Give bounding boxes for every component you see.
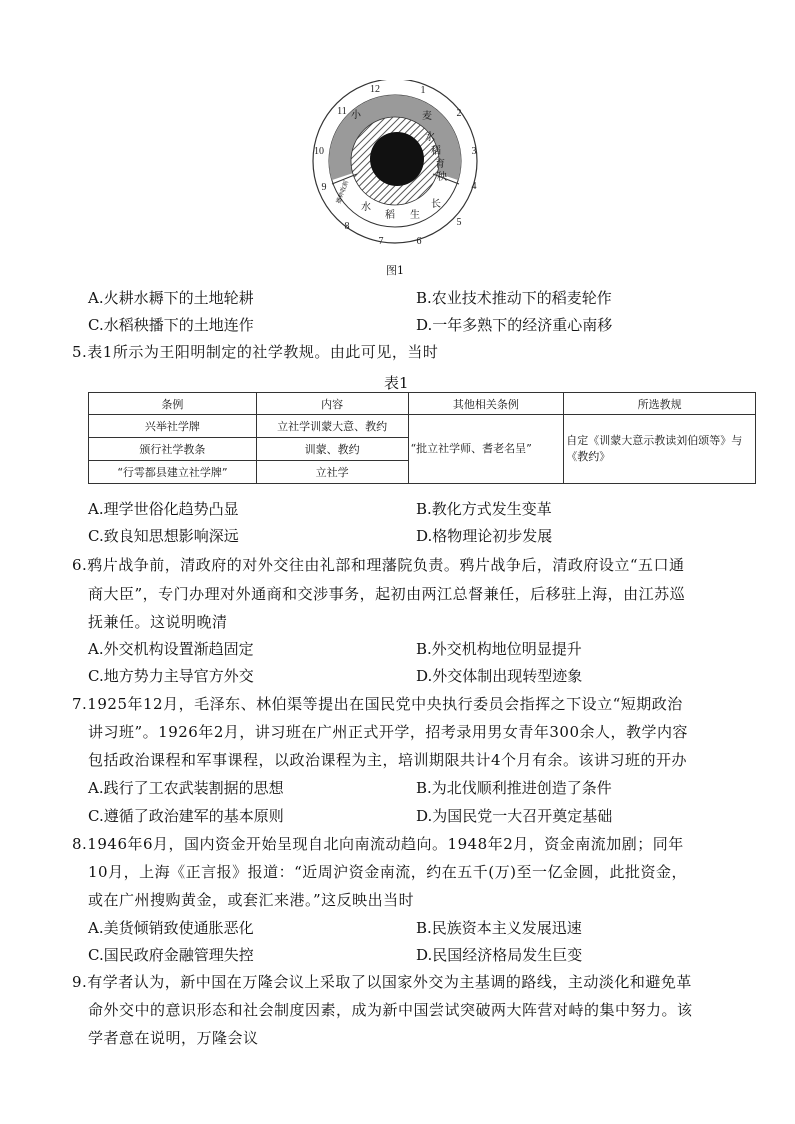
q6-option-d: D.外交体制出现转型迹象 <box>416 667 583 685</box>
hour-11: 11 <box>337 106 347 117</box>
table1 <box>88 392 756 484</box>
q9-line-2: 命外交中的意识形态和社会制度因素，成为新中国尝试突破两大阵营对峙的集中努力。该 <box>88 1001 693 1019</box>
table-cell: 颁行社学教条 <box>89 438 257 461</box>
label-yu: 育 <box>435 159 445 170</box>
label-left-vertical: 播种收割 <box>335 179 351 205</box>
q6-option-a: A.外交机构设置渐趋固定 <box>88 640 254 658</box>
hour-8: 8 <box>344 221 350 232</box>
hour-7: 7 <box>378 236 384 247</box>
q7-option-d: D.为国民党一大召开奠定基础 <box>416 807 613 825</box>
label-zhang: 长 <box>431 199 441 210</box>
q8-option-b: B.民族资本主义发展迅速 <box>416 919 582 937</box>
hour-1: 1 <box>420 85 426 96</box>
hour-4: 4 <box>471 181 477 192</box>
q5-option-d: D.格物理论初步发展 <box>416 527 553 545</box>
q4-option-d: D.一年多熟下的经济重心南移 <box>416 316 613 334</box>
q9-line-1: 9.有学者认为，新中国在万隆会议上采取了以国家外交为主基调的路线，主动淡化和避免革 <box>72 973 692 991</box>
table-cell-merged-rules: 自定《训蒙大意示教读刘伯颂等》与《教约》 <box>564 415 756 484</box>
table-cell: 立社学 <box>256 461 408 484</box>
black-center <box>370 132 424 186</box>
q5-option-c: C.致良知思想影响深远 <box>88 527 239 545</box>
label-dao-bottom: 稻 <box>385 210 395 221</box>
table-cell: 训蒙、教约 <box>256 438 408 461</box>
hour-6: 6 <box>416 236 422 247</box>
hour-10: 10 <box>314 146 324 157</box>
table-cell: 兴举社学牌 <box>89 415 257 438</box>
hour-12: 12 <box>370 84 380 95</box>
q8-option-d: D.民国经济格局发生巨变 <box>416 946 583 964</box>
q5-option-a: A.理学世俗化趋势凸显 <box>88 500 239 518</box>
q8-line-3: 或在广州搜购黄金，或套汇来港。”这反映出当时 <box>88 891 415 909</box>
table1-header-row <box>89 393 756 415</box>
q6-line-3: 抚兼任。这说明晚清 <box>88 613 228 631</box>
table1-header-tiaoli: 条例 <box>89 393 257 415</box>
table1-header-suoxuan: 所选教规 <box>564 393 756 415</box>
figure1-clock-diagram <box>302 80 492 258</box>
table1-title: 表1 <box>384 374 409 392</box>
label-dao-top: 稻 <box>431 146 441 157</box>
q7-option-a: A.践行了工农武装割据的思想 <box>88 779 284 797</box>
label-yang: 秧 <box>437 172 447 183</box>
table1-header-neirong: 内容 <box>256 393 408 415</box>
q6-option-c: C.地方势力主导官方外交 <box>88 667 254 685</box>
table1-header-qita: 其他相关条例 <box>408 393 564 415</box>
q7-line-2: 讲习班”。1926年2月，讲习班在广州正式开学，招考录用男女青年300余人，教学内容 <box>88 723 689 741</box>
hour-3: 3 <box>471 146 477 157</box>
q8-line-2: 10月，上海《正言报》报道：“近周沪资金南流，约在五千(万)至一亿金圆，此批资金， <box>88 863 687 881</box>
hour-5: 5 <box>456 217 462 228</box>
label-xiao: 小 <box>351 110 361 121</box>
hour-2: 2 <box>456 108 462 119</box>
table-cell-merged-other: “批立社学师、耆老名呈” <box>408 415 564 484</box>
q7-option-b: B.为北伐顺利推进创造了条件 <box>416 779 612 797</box>
q8-option-a: A.美货倾销致使通胀恶化 <box>88 919 254 937</box>
label-mai: 麦 <box>422 111 432 122</box>
q7-line-3: 包括政治课程和军事课程，以政治课程为主，培训期限共计4个月有余。该讲习班的开办 <box>88 751 688 769</box>
q6-option-b: B.外交机构地位明显提升 <box>416 640 582 658</box>
q6-line-2: 商大臣”，专门办理对外通商和交涉事务，起初由两江总督兼任，后移驻上海，由江苏巡 <box>88 585 686 603</box>
q4-option-c: C.水稻秧播下的土地连作 <box>88 316 254 334</box>
q5-option-b: B.教化方式发生变革 <box>416 500 552 518</box>
q9-line-3: 学者意在说明，万隆会议 <box>88 1029 259 1047</box>
q7-option-c: C.遵循了政治建军的基本原则 <box>88 807 284 825</box>
table-cell: “行雩都县建立社学牌” <box>89 461 257 484</box>
q8-option-c: C.国民政府金融管理失控 <box>88 946 254 964</box>
label-shui-top: 水 <box>425 132 435 143</box>
table-cell: 立社学训蒙大意、教约 <box>256 415 408 438</box>
q4-option-b: B.农业技术推动下的稻麦轮作 <box>416 289 612 307</box>
hour-9: 9 <box>321 182 327 193</box>
label-shui-bottom: 水 <box>361 202 371 213</box>
label-sheng: 生 <box>410 210 420 221</box>
q7-line-1: 7.1925年12月，毛泽东、林伯渠等提出在国民党中央执行委员会指挥之下设立“短期政治 <box>72 695 683 713</box>
q4-option-a: A.火耕水耨下的土地轮耕 <box>88 289 254 307</box>
q5-stem: 5.表1所示为王阳明制定的社学教规。由此可见，当时 <box>72 343 439 361</box>
table-row <box>89 415 756 438</box>
q8-line-1: 8.1946年6月，国内资金开始呈现自北向南流动趋向。1948年2月，资金南流加剧；同年 <box>72 835 684 853</box>
q6-line-1: 6.鸦片战争前，清政府的对外交往由礼部和理藩院负责。鸦片战争后，清政府设立“五口通 <box>72 556 685 574</box>
figure1-caption: 图1 <box>386 264 404 277</box>
